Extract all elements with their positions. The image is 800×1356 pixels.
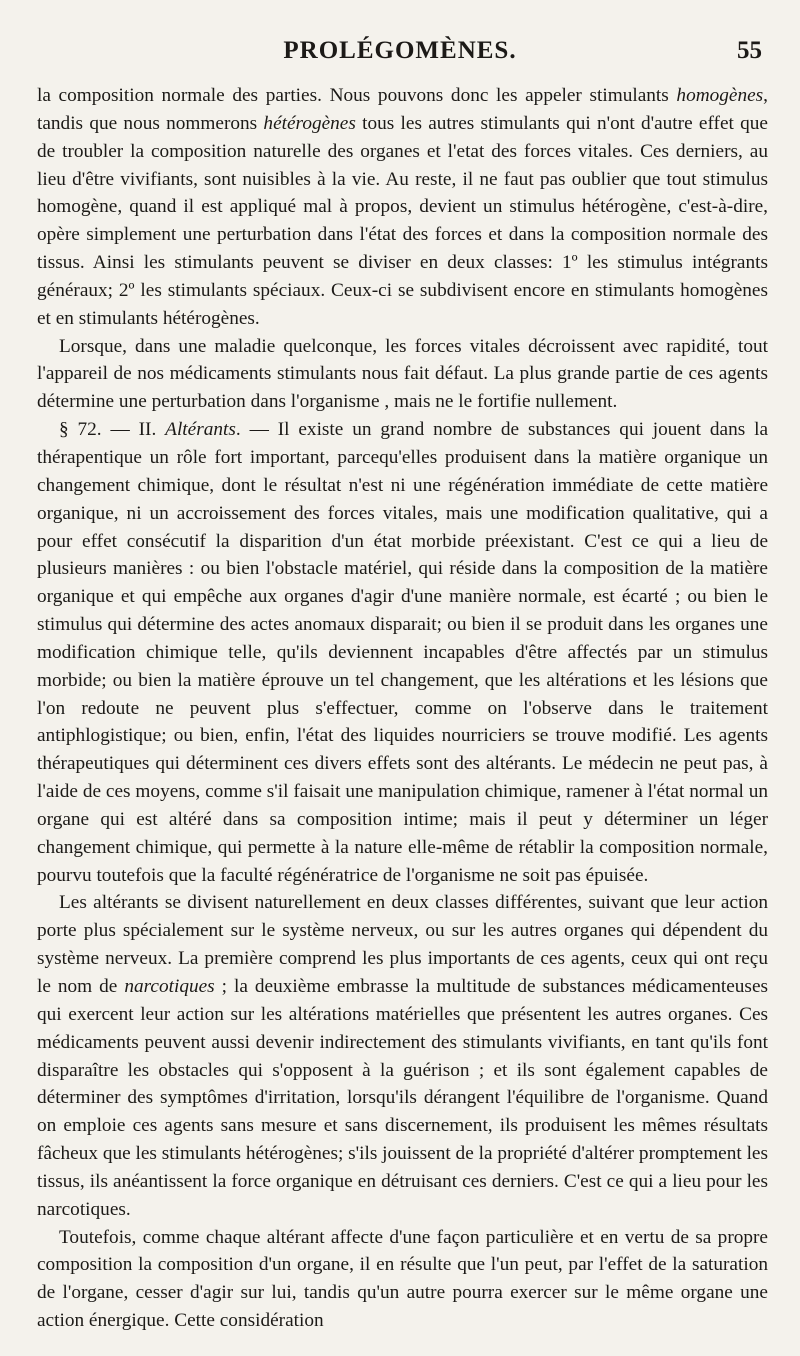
paragraph-1: la composition normale des parties. Nous pouvons donc les appeler stimulants homogènes, tandis que nous nommerons hétérogènes tous les autres stimulants qui n'ont d'autre effet que de troubler la composition naturelle des organes et l'etat des forces vitales. Ces derniers, au lieu d'être vivifiants, sont nuisibles à la vie. Au reste, il ne faut pas oublier que tout stimulus homogène, quand il est appliqué mal à propos, devient un stimulus hétérogène, c'est-à-dire, opère simplement une perturbation dans l'état des forces et dans la composition normale des tissus. Ainsi les stimulants peuvent se diviser en deux classes: 1º les stimulus intégrants généraux; 2º les stimulants spéciaux. Ceux-ci se subdivisent encore en stimulants homogènes et en stimulants hétérogènes.	[37, 85, 768, 329]
paragraph-2: Lorsque, dans une maladie quelconque, les forces vitales décroissent avec rapidité, tout l'appareil de nos médicaments stimulants nous fait défaut. La plus grande partie de ces agents détermine une perturbation dans l'organisme , mais ne le fortifie nullement.	[37, 335, 768, 413]
paragraph-5: Toutefois, comme chaque altérant affecte d'une façon particulière et en vertu de sa propre composition la composition d'un organe, il en résulte que l'un peut, par l'effet de la saturation de l'organe, cesser d'agir sur lui, tandis qu'un autre pourra exercer sur le même organe une action énergique. Cette considération	[37, 1226, 768, 1332]
body-text	[37, 82, 768, 1335]
term-homogenes: homogènes	[676, 85, 764, 106]
page-number: 55	[737, 37, 762, 64]
section-title: Altérants	[165, 419, 236, 441]
term-narcotiques: narcotiques	[124, 976, 215, 997]
term-heterogenes: hétérogènes	[263, 112, 356, 134]
section-number: § 72. — II.	[59, 419, 166, 441]
running-title: PROLÉGOMÈNES.	[283, 37, 517, 64]
paragraph-4: Les altérants se divisent naturellement en deux classes différentes, suivant que leur action porte plus spécialement sur le système nerveux, ou sur les autres organes qui dépendent du système nerveux. La première comprend les plus importants de ces agents, ceux qui ont reçu le nom de narcotiques ; la deuxième embrasse la multitude de substances médicamenteuses qui exercent leur action sur les altérations matérielles que présentent les autres organes. Ces médicaments peuvent aussi devenir indirectement des stimulants vivifiants, en tant qu'ils font disparaître les obstacles qui s'opposent à la guérison ; et ils sont également capables de déterminer des symptômes d'irritation, lorsqu'ils dérangent l'équilibre de l'organisme. Quand on emploie ces agents sans mesure et sans discernement, ils produisent les mêmes résultats fâcheux que les stimulants hétérogènes; s'ils jouissent de la propriété d'altérer promptement les tissus, ils anéantissent la force organique en détruisant ces derniers. C'est ce qui a lieu pour les narcotiques.	[37, 892, 768, 1220]
page-header	[38, 34, 762, 68]
paragraph-3: § 72. — II. Altérants. — Il existe un grand nombre de substances qui jouent dans la thérapentique un rôle fort important, parcequ'elles produisent dans la matière organique un changement chimique, dont le résultat n'est ni une régénération immédiate de cette matière organique, ni un accroissement des forces vitales, mais une modification qualitative, qui a pour effet consécutif la disparition d'un état morbide préexistant. C'est ce qui a lieu de plusieurs manières : ou bien l'obstacle matériel, qui réside dans la composition de la matière organique et qui empêche aux organes d'agir d'une manière normale, est écarté ; ou bien le stimulus qui détermine des actes anomaux disparait; ou bien il se produit dans les organes une modification chimique telle, qu'ils deviennent incapables d'être affectés par un stimulus morbide; ou bien la matière éprouve un tel changement, que les altérations et les lésions que l'on redoute ne peuvent plus s'effectuer, comme on l'observe dans le traitement antiphlogistique; ou bien, enfin, l'état des liquides nourriciers se trouve modifié. Les agents thérapeutiques qui déterminent ces divers effets sont des altérants. Le médecin ne peut pas, à l'aide de ces moyens, comme s'il faisait une manipulation chimique, ramener à l'état normal un organe qui est altéré dans sa composition intime; mais il peut y déterminer un léger changement chimique, qui permette à la nature elle-même de rétablir la composition normale, pourvu toutefois que la faculté régénératrice de l'organisme ne soit pas épuisée.	[37, 419, 769, 886]
